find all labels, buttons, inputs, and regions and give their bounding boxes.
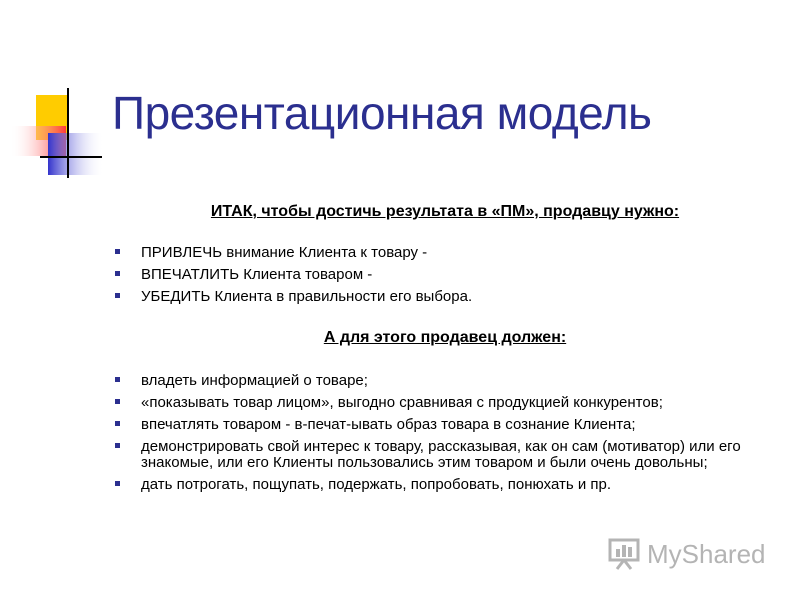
bullet-icon: [115, 481, 120, 486]
blue-square: [48, 133, 104, 175]
presentation-board-icon: [607, 535, 643, 571]
list-item-text: УБЕДИТЬ Клиента в правильности его выбора.: [141, 288, 473, 305]
bullet-icon: [115, 399, 120, 404]
list-item-text: дать потрогать, пощупать, подержать, попробовать, понюхать и пр.: [141, 476, 611, 493]
list-item: [111, 439, 781, 471]
section1-list: [111, 245, 781, 311]
list-item-text: «показывать товар лицом», выгодно сравнивая с продукцией конкурентов;: [141, 394, 663, 411]
list-item: [111, 417, 781, 433]
decorative-squares: [0, 0, 110, 185]
section2-list: [111, 373, 781, 499]
list-item: [111, 289, 781, 305]
page-title: Презентационная модель: [112, 87, 652, 139]
bullet-icon: [115, 421, 120, 426]
bullet-icon: [115, 249, 120, 254]
list-item-text: ПРИВЛЕЧЬ внимание Клиента к товару -: [141, 244, 428, 261]
list-item: [111, 373, 781, 389]
list-item: [111, 267, 781, 283]
section1-heading: ИТАК, чтобы достичь результата в «ПМ», продавцу нужно:: [210, 203, 680, 220]
list-item-text: демонстрировать свой интерес к товару, рассказывая, как он сам (мотиватор) или его знакомые, или его Клиенты пользовались этим товаром и были очень довольны;: [141, 438, 741, 471]
list-item-text: владеть информацией о товаре;: [141, 372, 368, 389]
bullet-icon: [115, 377, 120, 382]
list-item: [111, 395, 781, 411]
bullet-icon: [115, 271, 120, 276]
list-item-text: ВПЕЧАТЛИТЬ Клиента товаром -: [141, 266, 373, 283]
list-item-text: впечатлять товаром - в-печат-ывать образ товара в сознание Клиента;: [141, 416, 636, 433]
list-item: [111, 245, 781, 261]
bullet-icon: [115, 443, 120, 448]
watermark-logo: [607, 535, 767, 571]
section2-heading: А для этого продавец должен:: [323, 329, 567, 346]
watermark-text: MyShared: [647, 539, 766, 569]
bullet-icon: [115, 293, 120, 298]
list-item: [111, 477, 781, 493]
